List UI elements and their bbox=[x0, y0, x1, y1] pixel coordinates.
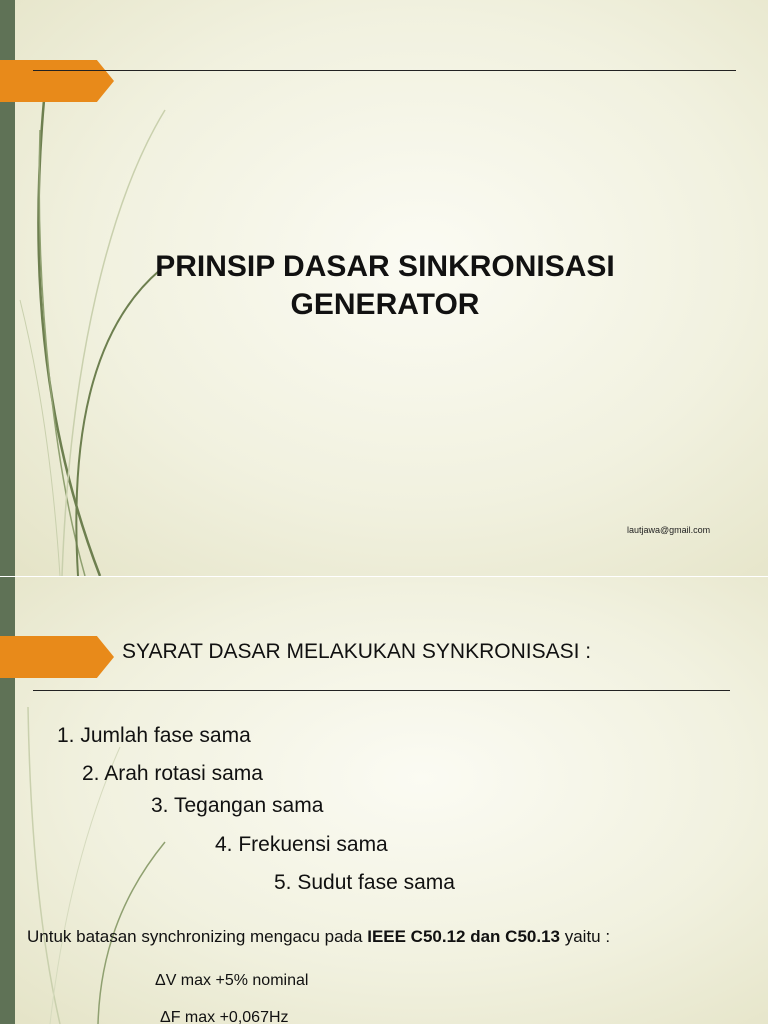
slide-title-line-1: PRINSIP DASAR SINKRONISASI bbox=[155, 250, 615, 283]
list-item: 4. Frekuensi sama bbox=[215, 833, 388, 856]
slide-heading: SYARAT DASAR MELAKUKAN SYNKRONISASI : bbox=[122, 640, 592, 663]
delta-frequency: ΔF max +0,067Hz bbox=[160, 1009, 289, 1024]
note-suffix: yaitu : bbox=[560, 927, 611, 946]
slide-2 bbox=[0, 577, 768, 1024]
author-email: lautjawa@gmail.com bbox=[627, 525, 711, 535]
list-item: 3. Tegangan sama bbox=[151, 794, 324, 817]
list-item: 5. Sudut fase sama bbox=[274, 871, 455, 894]
note-prefix: Untuk batasan synchronizing mengacu pada bbox=[27, 927, 368, 946]
slide-title-line-2: GENERATOR bbox=[290, 288, 480, 321]
title-rule bbox=[33, 70, 736, 71]
accent-arrow-tab bbox=[0, 636, 114, 678]
slide-title bbox=[100, 248, 670, 324]
note-standard: IEEE C50.12 dan C50.13 bbox=[367, 927, 560, 946]
heading-rule bbox=[33, 690, 730, 691]
list-item: 1. Jumlah fase sama bbox=[57, 724, 251, 747]
delta-voltage: ΔV max +5% nominal bbox=[155, 972, 309, 989]
list-item: 2. Arah rotasi sama bbox=[82, 762, 263, 785]
accent-arrow-tab bbox=[0, 60, 114, 102]
standard-note bbox=[27, 927, 610, 947]
